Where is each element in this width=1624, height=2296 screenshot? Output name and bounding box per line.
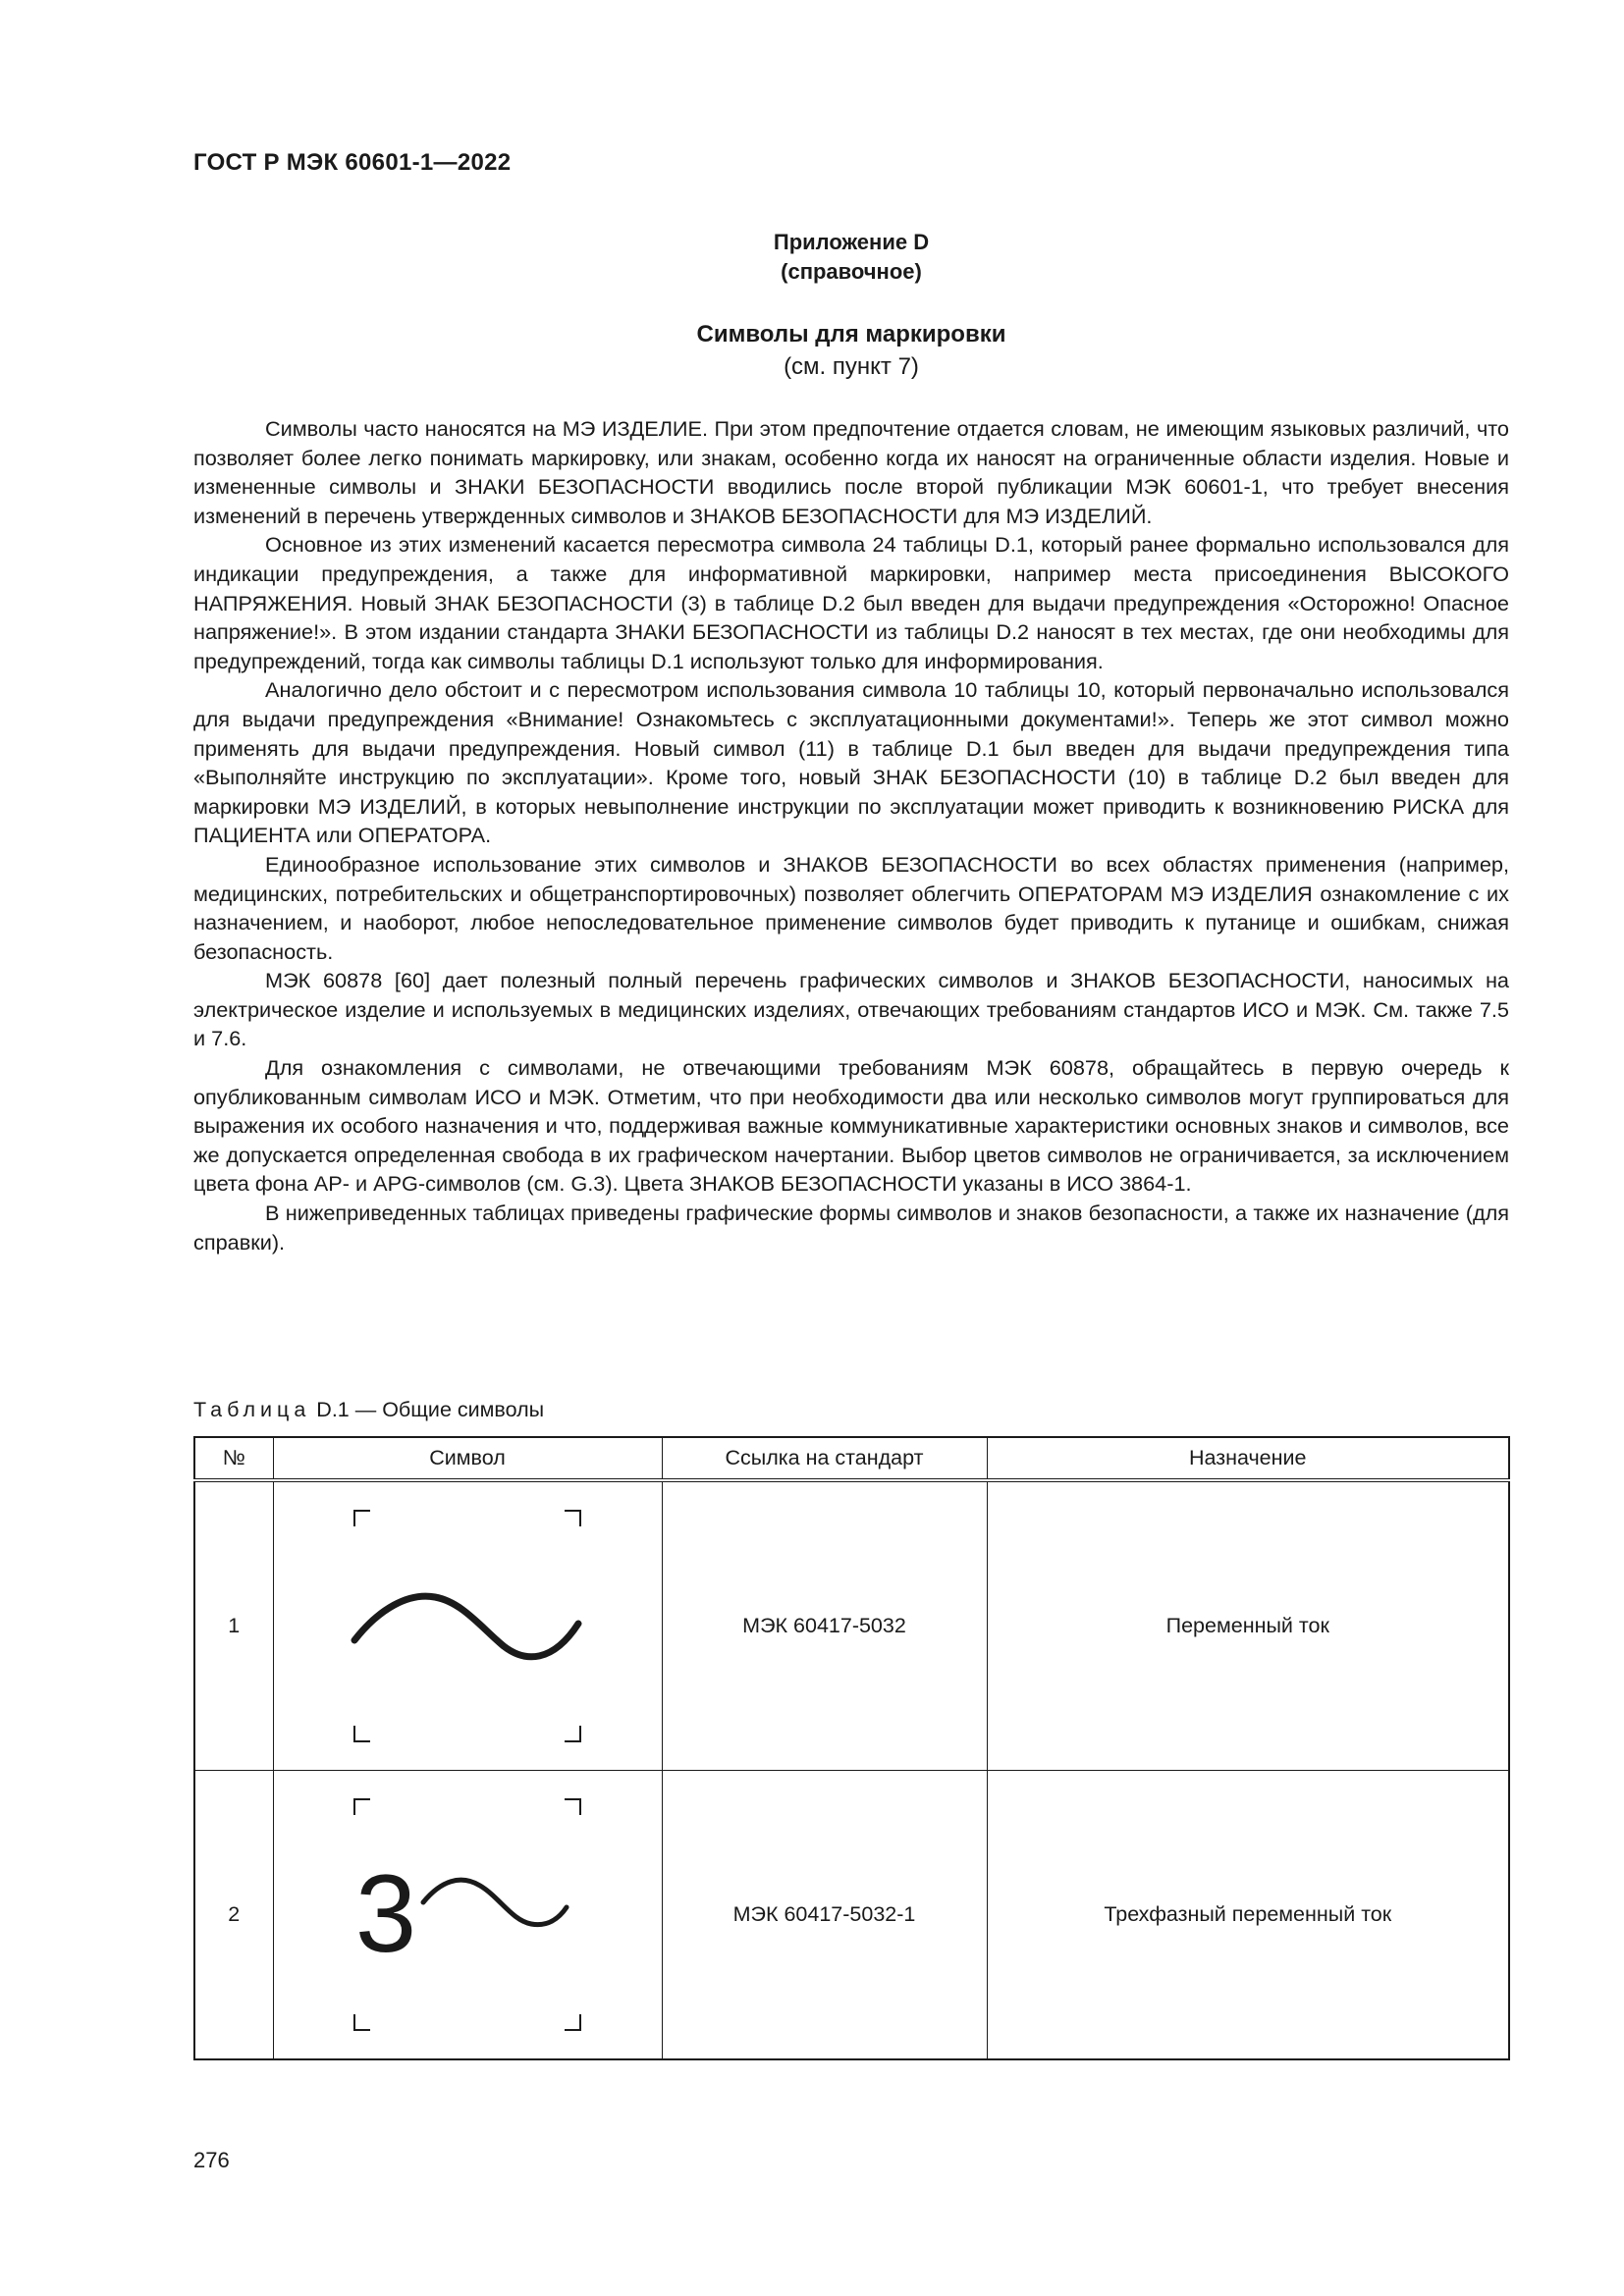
reference-cell: МЭК 60417-5032 (662, 1480, 987, 1770)
appendix-type: (справочное) (781, 259, 922, 284)
paragraph: Для ознакомления с символами, не отвечающими требованиям МЭК 60878, обращайтесь в первую очередь к опубликованным символам ИСО и МЭК. Отметим, что при необходимости два или несколько символов могут группироваться для выражения их особого назначения и что, поддерживая важные коммуникативные характеристики основных знаков и символов, все же допускается определенная свобода в их графическом начертании. Выбор цветов символов не ограничивается, за исключением цвета фона AP- и APG-символов (см. G.3). Цвета ЗНАКОВ БЕЗОПАСНОСТИ указаны в ИСО 3864-1. (193, 1055, 1509, 1197)
purpose-cell: Трехфазный переменный ток (987, 1770, 1509, 2059)
table-caption-label: Таблица (193, 1398, 311, 1421)
frame-corner-bottom-left (354, 2014, 370, 2030)
frame-corner-top-right (565, 1511, 580, 1526)
row-number: 2 (194, 1770, 273, 2059)
column-header-number: № (194, 1437, 273, 1480)
frame-corner-top-left (354, 1799, 370, 1815)
reference-cell: МЭК 60417-5032-1 (662, 1770, 987, 2059)
symbols-table (193, 1436, 1510, 2060)
row-number: 1 (194, 1480, 273, 1770)
page-number: 276 (193, 2148, 230, 2172)
section-reference: (см. пункт 7) (784, 353, 919, 380)
frame-corner-bottom-right (565, 1726, 580, 1741)
table-header-row (194, 1437, 1509, 1480)
section-title: Символы для маркировки (696, 321, 1006, 347)
table-caption (193, 1395, 544, 1424)
frame-corner-top-left (354, 1511, 370, 1526)
paragraph: Аналогично дело обстоит и с пересмотром использования символа 10 таблицы 10, который первоначально использовался для выдачи предупреждения «Внимание! Ознакомьтесь с эксплуатационными документами!». Теперь же этот символ можно применять для выдачи предупреждения. Новый символ (11) в таблице D.1 был введен для выдачи предупреждения типа «Выполняйте инструкцию по эксплуатации». Кроме того, новый ЗНАК БЕЗОПАСНОСТИ (10) в таблице D.2 был введен для маркировки МЭ ИЗДЕЛИЙ, в которых невыполнение инструкции по эксплуатации может приводить к возникновению РИСКА для ПАЦИЕНТА или ОПЕРАТОРА. (193, 677, 1509, 848)
symbol-cell (273, 1770, 662, 2059)
standard-header: ГОСТ Р МЭК 60601-1—2022 (193, 149, 512, 176)
purpose-cell: Переменный ток (987, 1480, 1509, 1770)
table-row (194, 1770, 1509, 2059)
paragraph: Символы часто наносятся на МЭ ИЗДЕЛИЕ. При этом предпочтение отдается словам, не имеющим языковых различий, что позволяет более легко понимать маркировку, или знакам, особенно когда их наносят на ограниченные области изделия. Новые и измененные символы и ЗНАКИ БЕЗОПАСНОСТИ вводились после второй публикации МЭК 60601-1, что требует внесения изменений в перечень утвержденных символов и ЗНАКОВ БЕЗОПАСНОСТИ для МЭ ИЗДЕЛИЙ. (193, 416, 1509, 528)
three-phase-alternating-current-icon (315, 1780, 620, 2050)
table-caption-title: D.1 — Общие символы (316, 1398, 545, 1421)
appendix-title: Приложение D (773, 230, 930, 254)
body-text (193, 414, 1509, 1256)
frame-corner-bottom-right (565, 2014, 580, 2030)
table-row (194, 1480, 1509, 1770)
paragraph: Единообразное использование этих символов и ЗНАКОВ БЕЗОПАСНОСТИ во всех областях применения (например, медицинских, потребительских и общетранспортировочных) позволяет облегчить ОПЕРАТОРАМ МЭ ИЗДЕЛИЯ ознакомление с их назначением, и наоборот, любое непоследовательное применение символов будет приводить к путанице и ошибкам, снижая безопасность. (193, 851, 1509, 964)
sine-wave-shape (354, 1596, 578, 1657)
frame-corner-top-right (565, 1799, 580, 1815)
column-header-symbol: Символ (273, 1437, 662, 1480)
paragraph: В нижеприведенных таблицах приведены графические формы символов и знаков безопасности, а также их назначение (для справки). (193, 1201, 1509, 1255)
column-header-reference: Ссылка на стандарт (662, 1437, 987, 1480)
paragraph: Основное из этих изменений касается пересмотра символа 24 таблицы D.1, который ранее формально использовался для индикации предупреждения, а также для информативной маркировки, например места присоединения ВЫСОКОГО НАПРЯЖЕНИЯ. Новый ЗНАК БЕЗОПАСНОСТИ (3) в таблице D.2 был введен для выдачи предупреждения «Осторожно! Опасное напряжение!». В этом издании стандарта ЗНАКИ БЕЗОПАСНОСТИ из таблицы D.2 наносят в тех местах, где они необходимы для предупреждений, тогда как символы таблицы D.1 используют только для информирования. (193, 532, 1509, 673)
symbol-cell (273, 1480, 662, 1770)
column-header-purpose: Назначение (987, 1437, 1509, 1480)
alternating-current-icon (315, 1491, 620, 1761)
sine-wave-shape (423, 1880, 567, 1924)
phase-count-text: 3 (354, 1851, 417, 1975)
paragraph: МЭК 60878 [60] дает полезный полный перечень графических символов и ЗНАКОВ БЕЗОПАСНОСТИ, наносимых на электрическое изделие и используемых в медицинских изделиях, отвечающих требованиям стандартов ИСО и МЭК. См. также 7.5 и 7.6. (193, 968, 1509, 1051)
frame-corner-bottom-left (354, 1726, 370, 1741)
